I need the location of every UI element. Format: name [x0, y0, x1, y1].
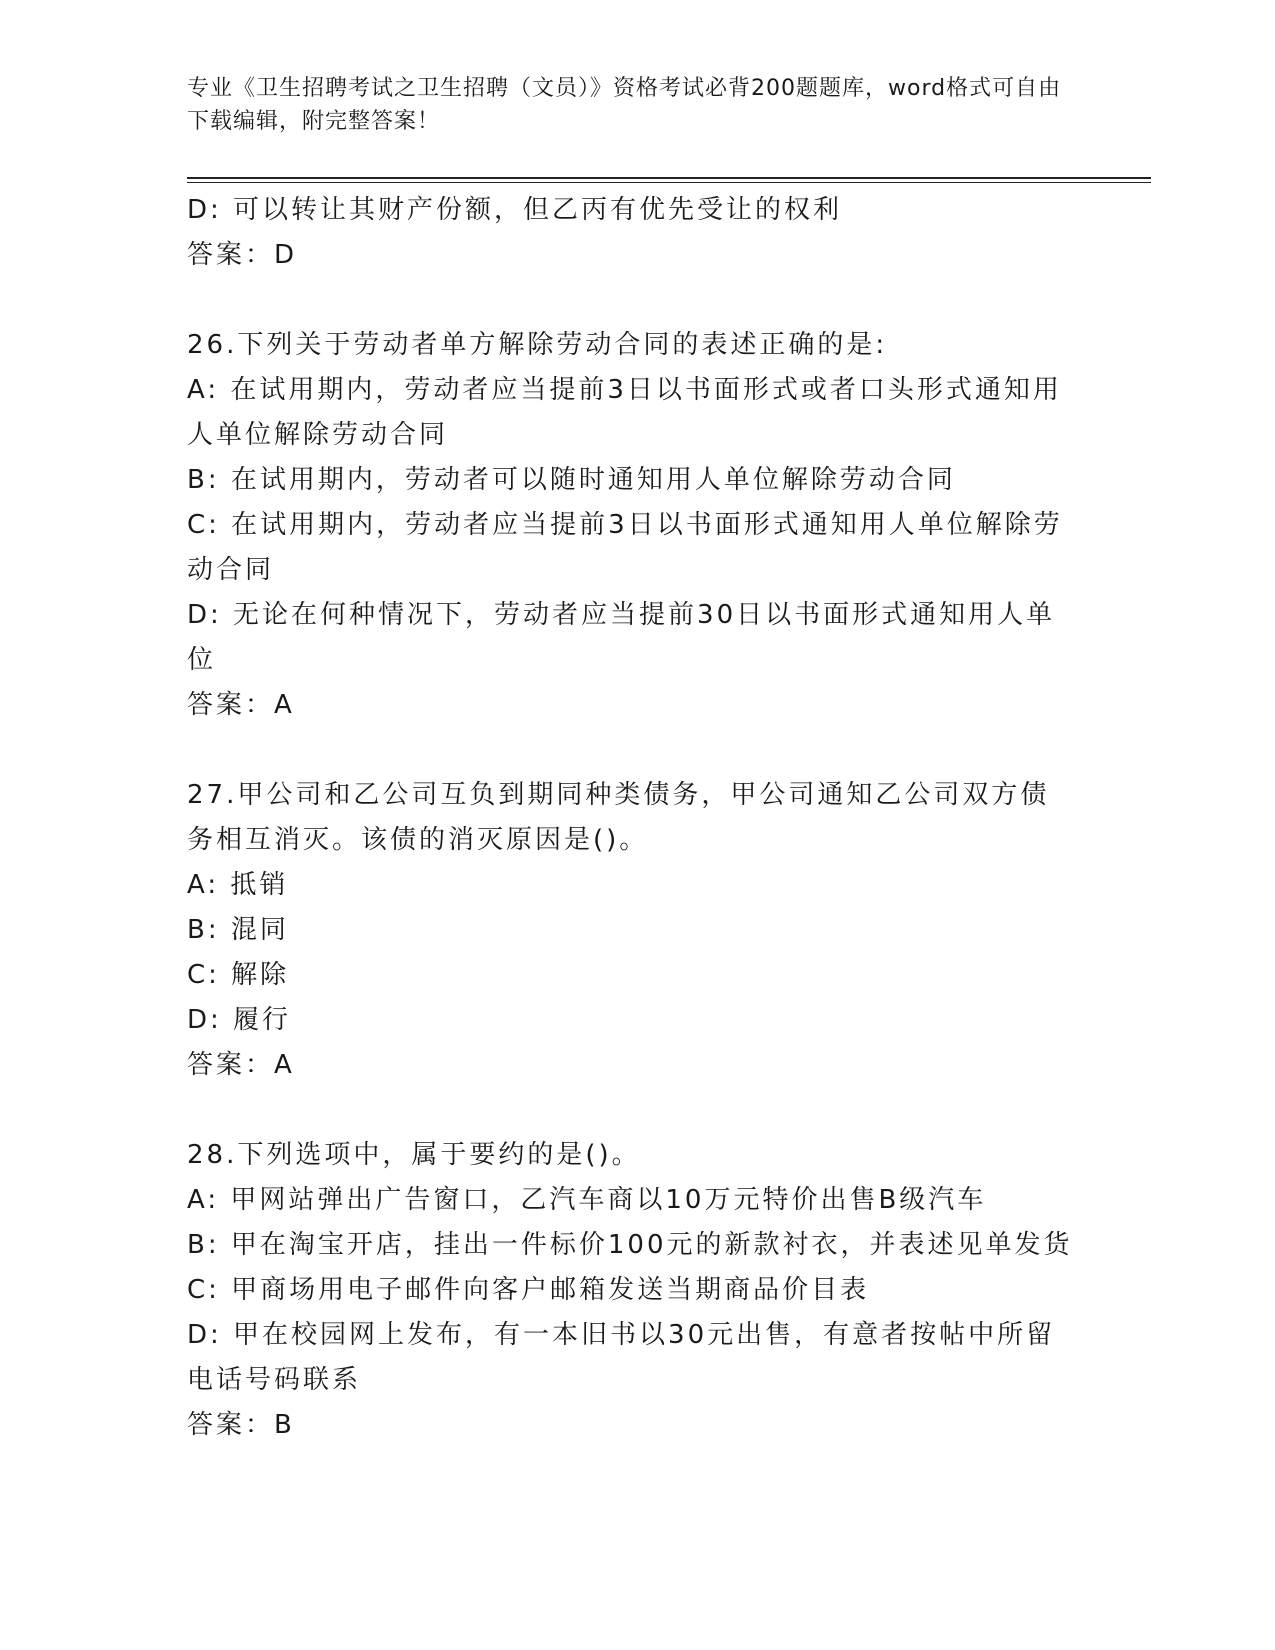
header-divider — [187, 177, 1151, 179]
option-d: D: 无论在何种情况下，劳动者应当提前30日以书面形式通知用人单位 — [187, 600, 1056, 675]
option-d: D: 履行 — [187, 1005, 292, 1035]
question-stem: 28.下列选项中，属于要约的是()。 — [187, 1140, 641, 1170]
document-header: 专业《卫生招聘考试之卫生招聘（文员）》资格考试必背200题题库，word格式可自由下载编辑，附完整答案！ — [187, 76, 1062, 134]
option-c: C: 解除 — [187, 960, 290, 990]
option-b: B: 甲在淘宝开店，挂出一件标价100元的新款衬衣，并表述见单发货 — [187, 1230, 1073, 1260]
option-d: D: 甲在校园网上发布，有一本旧书以30元出售，有意者按帖中所留电话号码联系 — [187, 1320, 1056, 1395]
question-stem: 26.下列关于劳动者单方解除劳动合同的表述正确的是: — [187, 330, 888, 360]
option-c: C: 在试用期内，劳动者应当提前3日以书面形式通知用人单位解除劳动合同 — [187, 510, 1063, 585]
option-b: B: 在试用期内，劳动者可以随时通知用人单位解除劳动合同 — [187, 465, 956, 495]
option-d: D: 可以转让其财产份额，但乙丙有优先受让的权利 — [187, 195, 843, 225]
header-divider-thin — [187, 182, 1151, 183]
answer-line: 答案：A — [187, 690, 295, 720]
option-a: A: 甲网站弹出广告窗口，乙汽车商以10万元特价出售B级汽车 — [187, 1185, 987, 1215]
answer-line: 答案：D — [187, 240, 298, 270]
question-26 — [187, 323, 1077, 728]
question-28 — [187, 1133, 1077, 1448]
option-c: C: 甲商场用电子邮件向客户邮箱发送当期商品价目表 — [187, 1275, 870, 1305]
carryover-block — [187, 188, 1077, 278]
question-content — [187, 188, 1077, 1448]
question-stem: 27.甲公司和乙公司互负到期同种类债务，甲公司通知乙公司双方债务相互消灭。该债的消灭原因是()。 — [187, 780, 1050, 855]
option-b: B: 混同 — [187, 915, 289, 945]
option-a: A: 抵销 — [187, 870, 289, 900]
option-a: A: 在试用期内，劳动者应当提前3日以书面形式或者口头形式通知用人单位解除劳动合同 — [187, 375, 1062, 450]
question-27 — [187, 773, 1077, 1088]
answer-line: 答案：A — [187, 1050, 295, 1080]
answer-line: 答案：B — [187, 1410, 295, 1440]
